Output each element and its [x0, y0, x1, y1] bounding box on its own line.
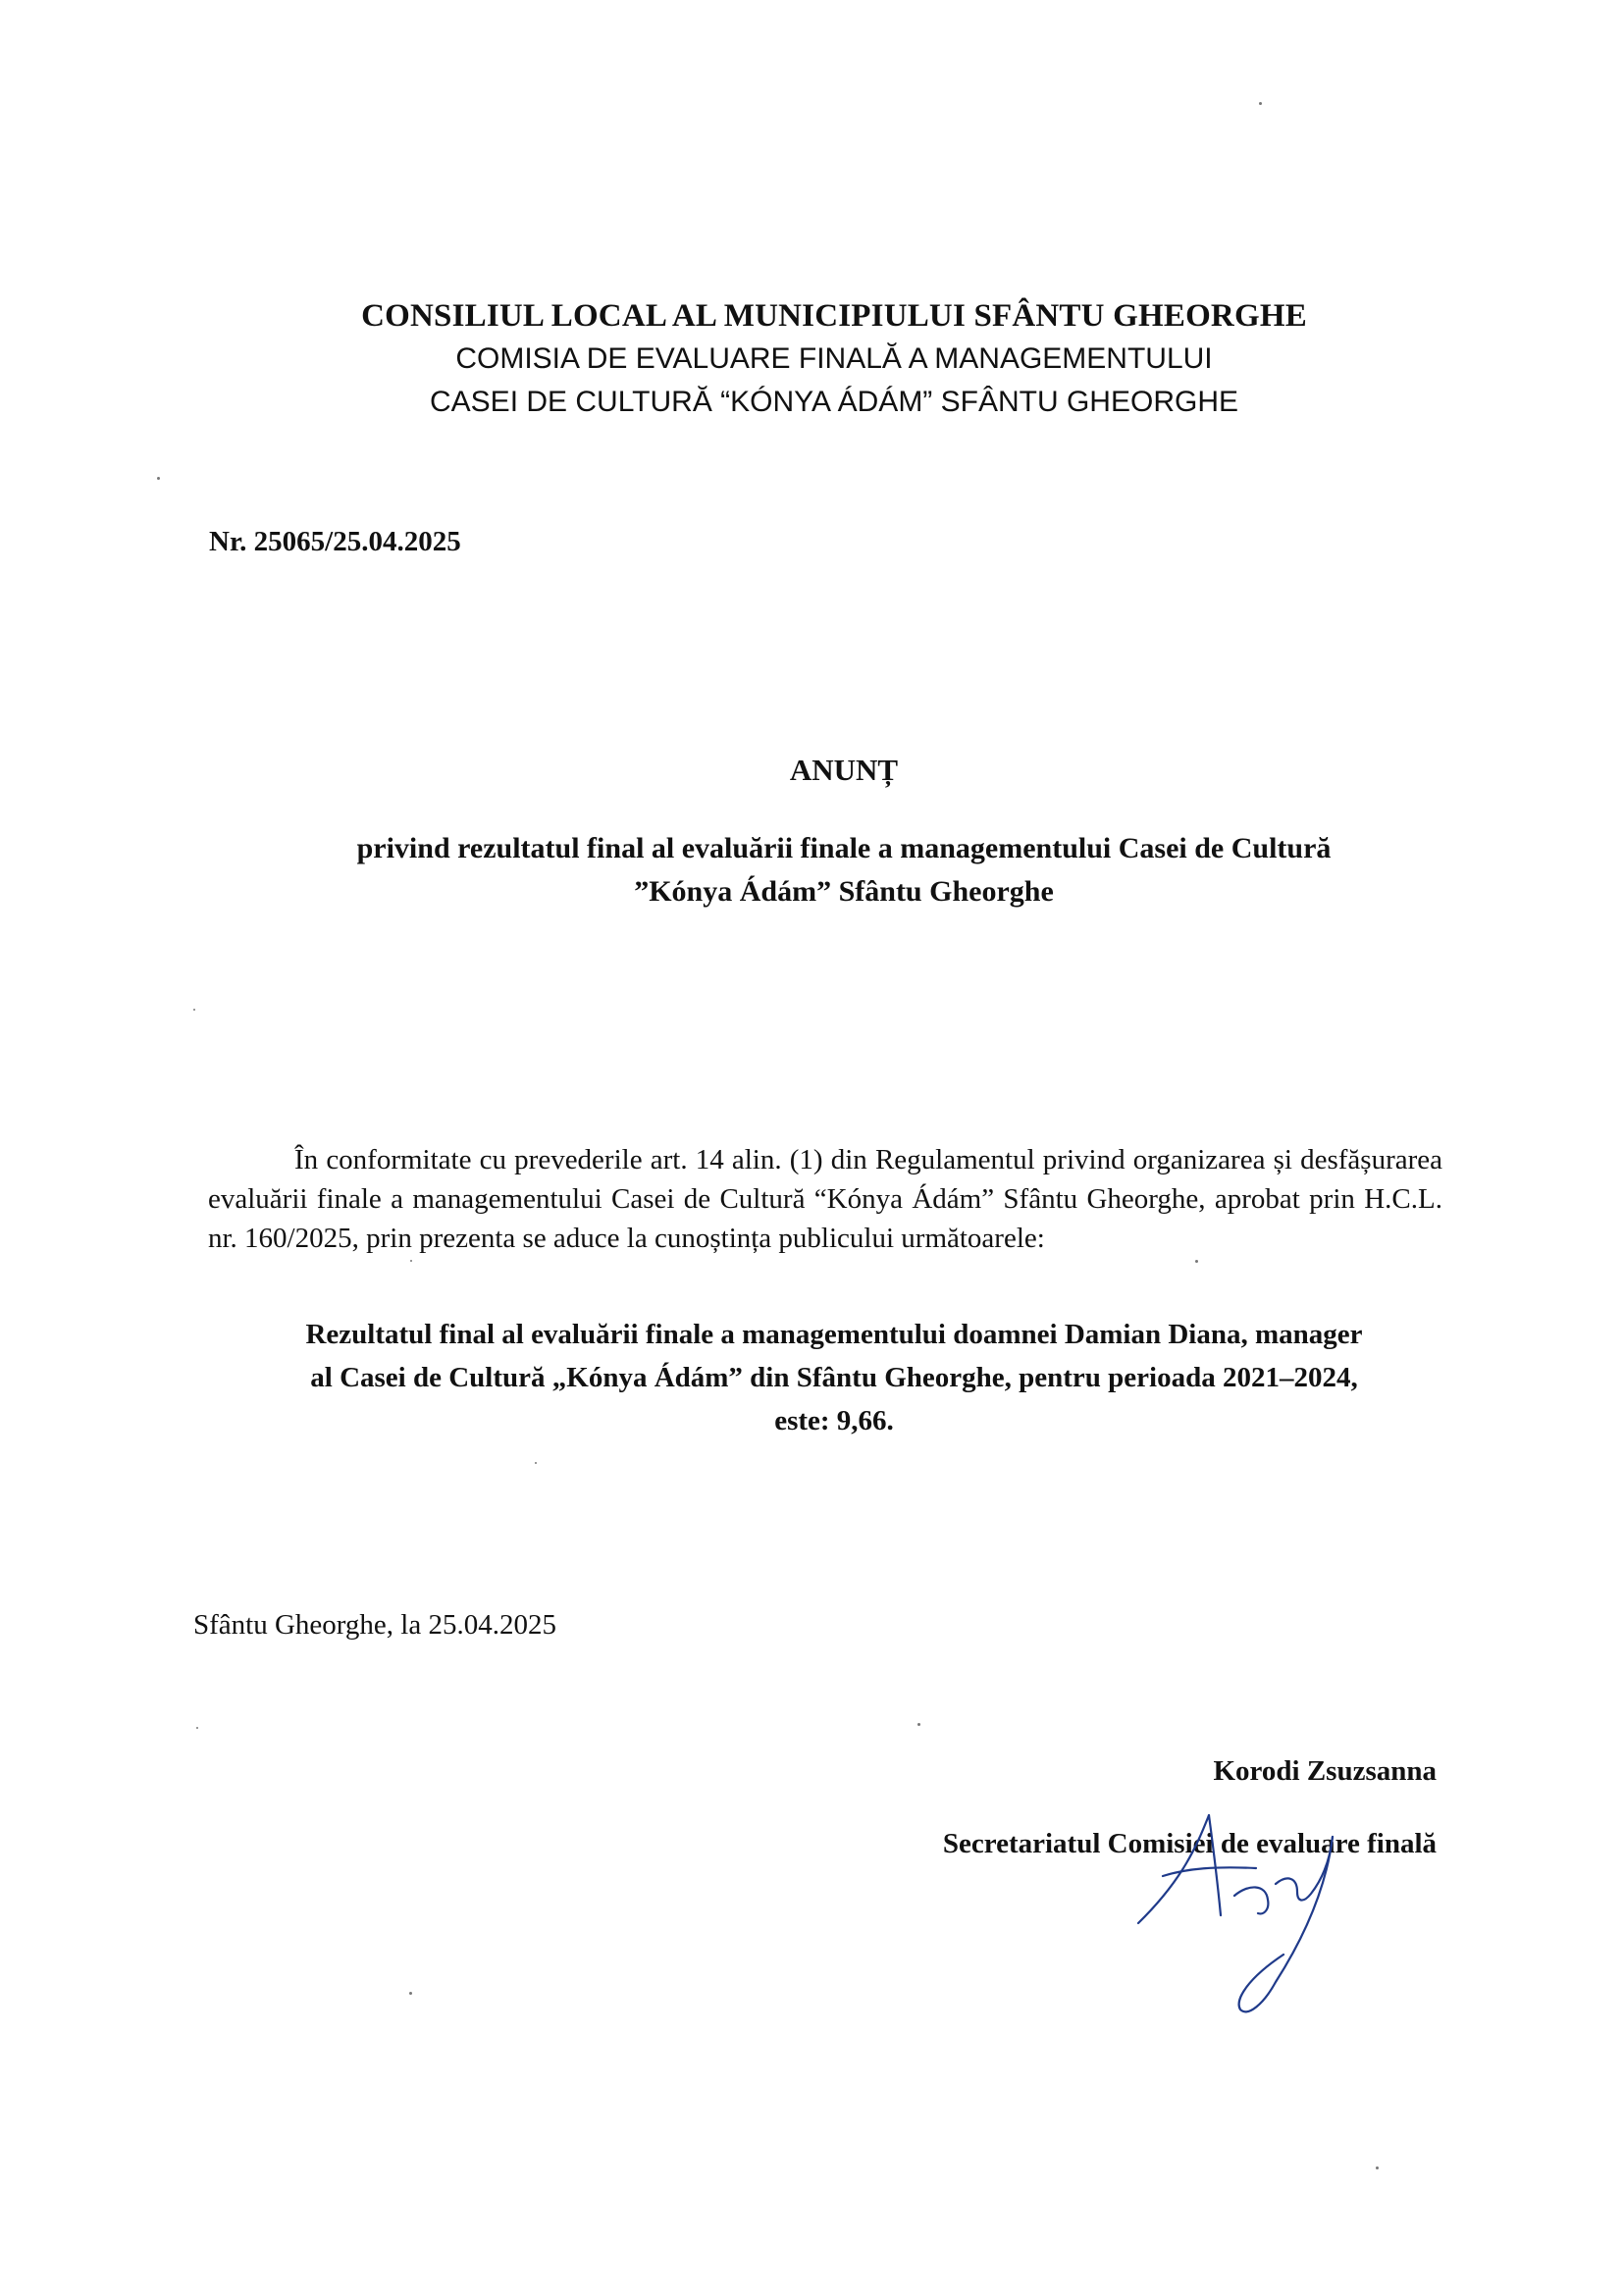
scan-speck — [410, 1260, 412, 1262]
announcement-title — [255, 749, 1433, 913]
result-line3: este: 9,66. — [774, 1405, 894, 1436]
title-main: ANUNȚ — [789, 753, 899, 787]
scan-speck — [1376, 2166, 1379, 2169]
handwritten-signature — [1119, 1786, 1384, 2031]
title-subtitle-line1: privind rezultatul final al evaluării finale a managementului Casei de Cultură — [356, 832, 1332, 864]
scan-speck — [409, 1992, 412, 1995]
header-council-name: CONSILIUL LOCAL AL MUNICIPIULUI SFÂNTU GHEORGHE — [361, 298, 1307, 334]
title-subtitle-line2: ”Kónya Ádám” Sfântu Gheorghe — [634, 875, 1054, 908]
signatory-role: Secretariatul Comisiei de evaluare finală — [942, 1828, 1437, 1859]
scan-speck — [1259, 102, 1262, 105]
result-line1: Rezultatul final al evaluării finale a managementului doamnei Damian Diana, manager — [305, 1319, 1363, 1350]
signatory-name: Korodi Zsuzsanna — [1213, 1755, 1437, 1787]
header-commission-name: COMISIA DE EVALUARE FINALĂ A MANAGEMENTULUI — [455, 342, 1213, 375]
scan-speck — [196, 1727, 198, 1729]
document-number: Nr. 25065/25.04.2025 — [209, 526, 461, 557]
scan-speck — [535, 1462, 537, 1464]
scan-speck — [917, 1723, 920, 1726]
document-header — [294, 294, 1374, 424]
place-and-date: Sfântu Gheorghe, la 25.04.2025 — [193, 1609, 556, 1641]
scan-speck — [157, 477, 160, 480]
result-line2: al Casei de Cultură „Kónya Ádám” din Sfântu Gheorghe, pentru perioada 2021–2024, — [310, 1362, 1358, 1393]
body-paragraph: În conformitate cu prevederile art. 14 alin. (1) din Regulamentul privind organizarea și desfășurarea evaluării finale a managementului Casei de Cultură “Kónya Ádám” Sfântu Gheorghe, aprobat prin H.C.L. nr. 160/2025, prin prezenta se aduce la cunoștința publicului următoarele: — [208, 1144, 1442, 1254]
header-institution-name: CASEI DE CULTURĂ “KÓNYA ÁDÁM” SFÂNTU GHEORGHE — [430, 386, 1238, 418]
scan-speck — [1195, 1260, 1198, 1263]
result-statement — [226, 1313, 1442, 1442]
scan-speck — [193, 1009, 195, 1011]
